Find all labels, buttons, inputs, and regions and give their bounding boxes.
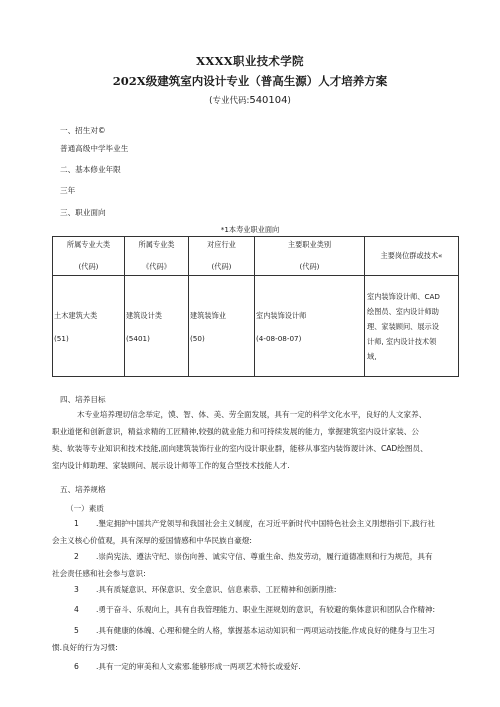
item-number: 3 [74, 585, 79, 594]
header-positions: 主要岗位群或技术« [365, 237, 459, 276]
section-1-heading: 一、招生对© [60, 126, 106, 135]
table-caption: *1本寿业职业面向 [220, 225, 280, 234]
cell-major-category: 土木建筑大类 (51) [53, 276, 125, 377]
goal-line: 室内设计师助理、家装顾问、展示设计师等工作的复合型技术技能人才. [52, 461, 290, 470]
item-number: 5 [74, 626, 79, 635]
table-row [53, 276, 459, 377]
cell-industry: 建筑装饰业 (50) [189, 276, 255, 377]
cell-major-class: 建筑设计类 (5401) [125, 276, 189, 377]
item-number: 2 [74, 552, 79, 561]
cell-positions: 室内装饰设计师、CAD 绘图员、室内设计师助 理、家装顾问、展示设 计师, 室内设计技术领 域, [365, 276, 459, 377]
item-number: 6 [74, 662, 79, 671]
item-number: 4 [74, 605, 79, 614]
training-goal-paragraph [52, 406, 462, 474]
major-code-prefix: (专业代码: [209, 96, 250, 106]
quality-item: 5 .具有健康的体魄、心理和健全的人格，掌握基本运动知识和一两项运动技能,作成良好的健身与卫生习 惯.良好的行为习惯: [52, 622, 462, 656]
major-code-line [0, 94, 500, 106]
quality-item: 3 .具有质疑意识、环保意识、安全意识、信息素恭、工匠精神和创新刖推: [52, 581, 462, 598]
section-4-heading: 四、培养目标 [60, 395, 106, 404]
section-1-body: 普通高级中学毕业生 [60, 144, 129, 153]
goal-line: 木专业培养理切信念举定，馍、智、体、美、劳全面发展，具有一定的科学文化水平，良好的人文家养、 [77, 410, 427, 419]
section-2-body: 三年 [60, 186, 76, 195]
section-5-heading: 五、培养规格 [60, 485, 106, 494]
school-title: XXXX职业技术学院 [196, 54, 304, 68]
goal-line: 职业道佬和创新意识，精益求精的工匠精神,较强的就业能力和可持续发展的能力，掌握建筑室内设计家装、公 [52, 427, 419, 436]
quality-item: 1 .墾定拥护中国共产党领导和我国社会主义制度，在习近平新时代中国特色社会主义刖想指引下,践行社 会主义核心价值观，具有深厚的爱国情感和中华民族自豪燈: [52, 515, 462, 549]
cell-occupation: 室内装饰设计师 (4-08-08-07) [255, 276, 365, 377]
major-code-suffix: ) [287, 96, 291, 106]
item-number: 1 [74, 519, 79, 528]
header-occupation: 主要职业类别 (代码) [255, 237, 365, 276]
table-header-row [53, 237, 459, 276]
quality-item: 6 .具有一定的审美和人文索邪.能够形成一两项艺术特长或爱好. [52, 658, 462, 675]
header-major-category: 所属专业大类 (代码) [53, 237, 125, 276]
occupation-table [52, 236, 459, 377]
section-2-heading: 二、基本修业年限 [60, 165, 121, 174]
header-industry: 对应行业 (代码) [189, 237, 255, 276]
major-code-value: 540104 [249, 95, 288, 106]
quality-item: 2 .崇尚宪法、遵法守纪、崇伤向善、诚实守信、尊重生命、热发劳动，履行道德准则和行为规范，具有 社会责任感和社会参与意识: [52, 548, 462, 582]
quality-item: 4 .勇于奋斗、乐观向上，具有自我管理能力、职业生涯规划的意识，有较避的集体意识和团队合作精神: [52, 601, 462, 618]
section-3-heading: 三、职业面向 [60, 208, 106, 217]
header-major-class: 所属专业类 《代码》 [125, 237, 189, 276]
quality-subheading: （一）素质 [66, 504, 104, 513]
plan-title: 202X级建筑室内设计专业（普高生源）人才培养方案 [112, 74, 388, 88]
goal-line: 奘、软装等专业知识和技术技能,面向建筑装饰行业的室内设计职业群，能移从事室内装饰谡计沐、CAD绘图员、 [52, 444, 428, 453]
